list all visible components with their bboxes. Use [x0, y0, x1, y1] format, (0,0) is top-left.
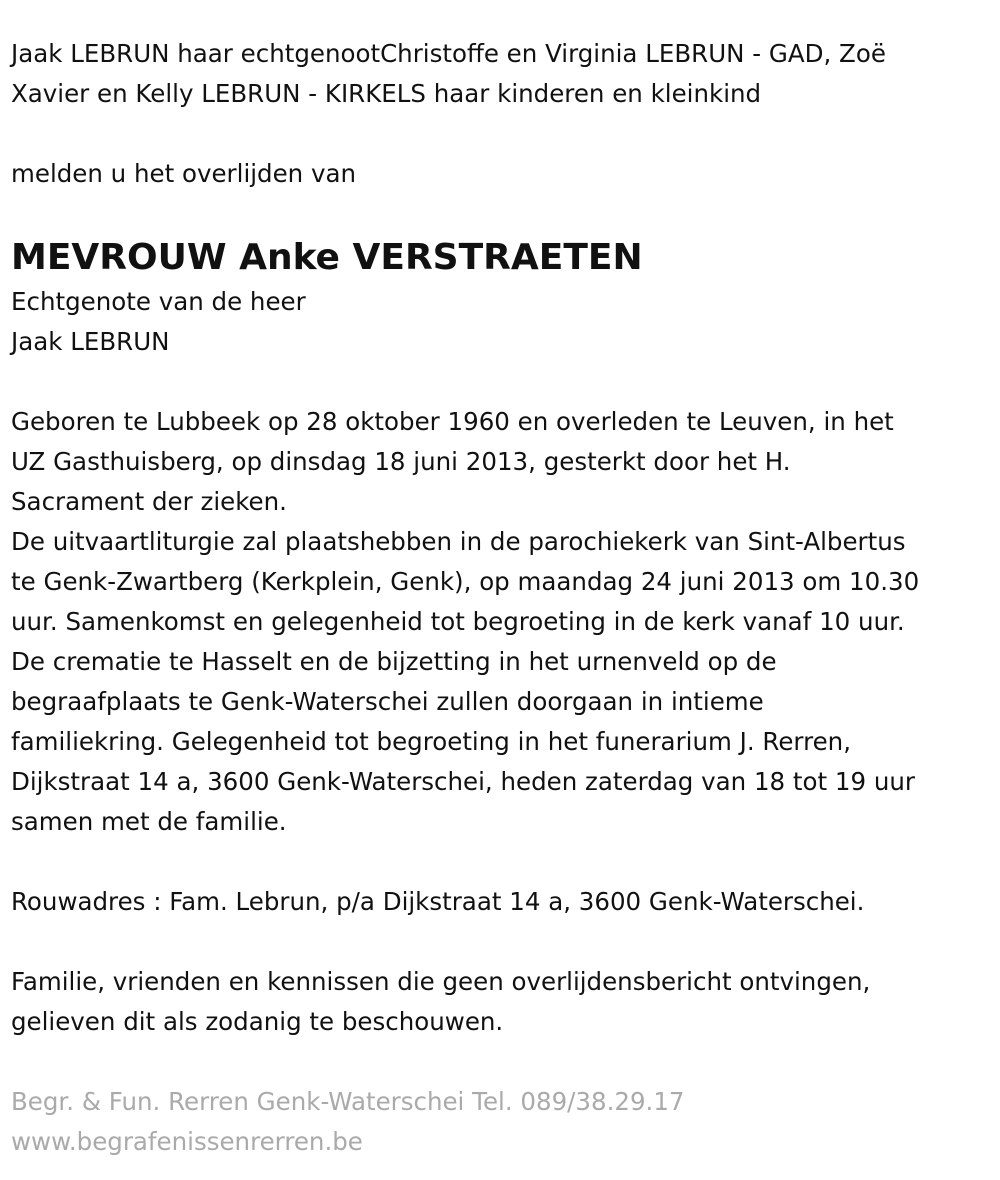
funeral-details: Geboren te Lubbeek op 28 oktober 1960 en overleden te Leuven, in het UZ Gasthuisberg, op dinsdag 18 juni 2013, gesterkt door het H. Sacrament der zieken. De uitvaartliturgie zal plaatshebben in de parochiekerk van Sint-Albertus te Genk-Zwartberg (Kerkplein, Genk), op maandag 24 juni 2013 om 10.30 uur. Samenkomst en gelegenheid tot begroeting in de kerk vanaf 10 uur. De crematie te Hasselt en de bijzetting in het urnenveld op de begraafplaats te Genk-Waterschei zullen doorgaan in intieme familiekring. Gelegenheid tot begroeting in het funerarium J. Rerren, Dijkstraat 14 a, 3600 Genk-Waterschei, heden zaterdag van 18 tot 19 uur samen met de familie. — [11, 407, 920, 836]
spacer — [11, 842, 988, 882]
spacer — [11, 922, 988, 962]
spouse-name: Jaak LEBRUN — [11, 327, 170, 356]
mourning-address: Rouwadres : Fam. Lebrun, p/a Dijkstraat 14 a, 3600 Genk-Waterschei. — [11, 887, 865, 916]
spouse-label: Echtgenote van de heer — [11, 287, 306, 316]
closing-note: Familie, vrienden en kennissen die geen overlijdensbericht ontvingen, gelieven dit als zodanig te beschouwen. — [11, 967, 871, 1036]
family-line: Jaak LEBRUN haar echtgenootChristoffe en Virginia LEBRUN - GAD, Zoë Xavier en Kelly LEBRUN - KIRKELS haar kinderen en kleinkind — [11, 39, 886, 108]
spacer — [11, 114, 988, 154]
deceased-name: MEVROUW Anke VERSTRAETEN — [11, 237, 643, 278]
spacer — [11, 1042, 988, 1082]
website-link[interactable]: www.begrafenissenrerren.be — [11, 1127, 363, 1156]
spacer — [11, 362, 988, 402]
intro-text: melden u het overlijden van — [11, 159, 357, 188]
funeral-home-line: Begr. & Fun. Rerren Genk-Waterschei Tel. 089/38.29.17 — [11, 1087, 685, 1116]
spacer — [11, 194, 988, 234]
